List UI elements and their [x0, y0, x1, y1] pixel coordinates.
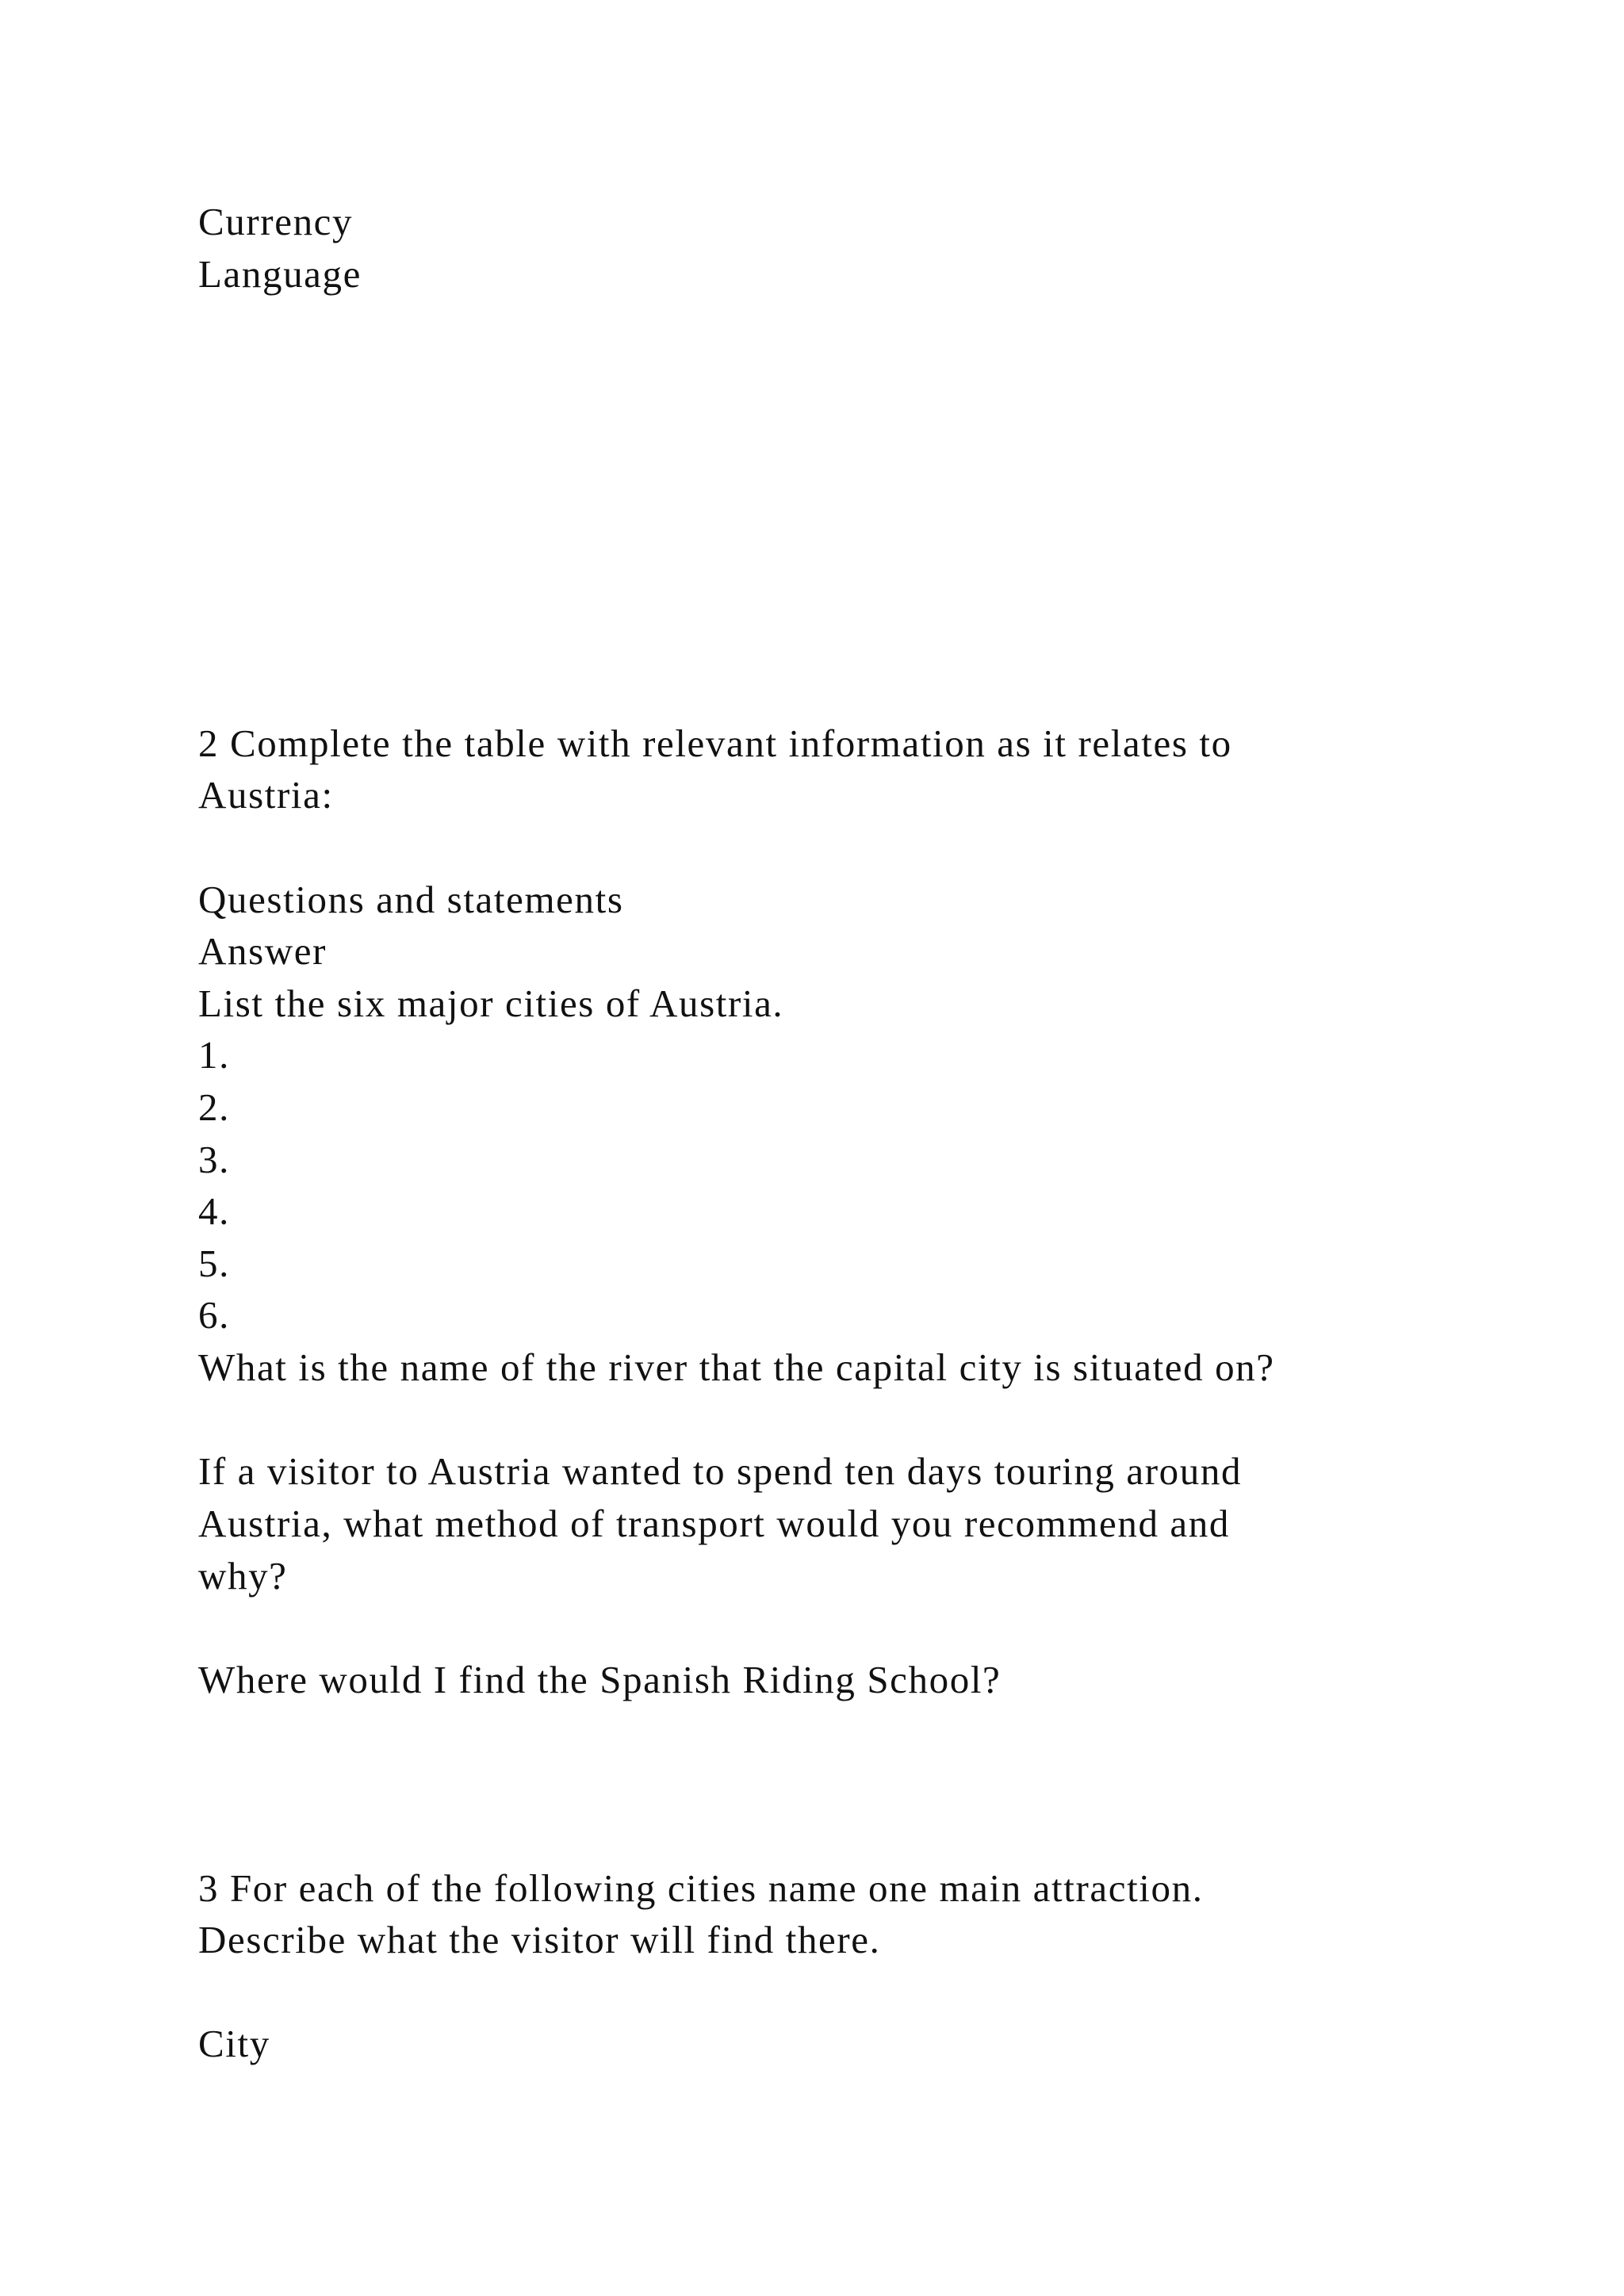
question-transport-line-3: why? — [198, 1554, 288, 1598]
question-3-instruction-line-1: 3 For each of the following cities name one main attraction. — [198, 1866, 1204, 1910]
question-3-instruction-line-2: Describe what the visitor will find there. — [198, 1918, 881, 1961]
question-2-instruction-line-1: 2 Complete the table with relevant information as it relates to — [198, 721, 1232, 765]
question-riding-school: Where would I find the Spanish Riding School? — [198, 1658, 1002, 1701]
table-header-city: City — [198, 2022, 270, 2065]
answer-number-5: 5. — [198, 1242, 230, 1285]
question-river: What is the name of the river that the capital city is situated on? — [198, 1345, 1275, 1389]
table-cell-language: Language — [198, 252, 362, 296]
answer-number-4: 4. — [198, 1189, 230, 1233]
answer-number-6: 6. — [198, 1293, 230, 1337]
question-transport-line-1: If a visitor to Austria wanted to spend ten days touring around — [198, 1449, 1243, 1493]
table-cell-currency: Currency — [198, 200, 354, 243]
table-header-questions: Questions and statements — [198, 878, 624, 921]
table-header-answer: Answer — [198, 929, 327, 973]
question-2-instruction-line-2: Austria: — [198, 773, 334, 817]
question-transport-line-2: Austria, what method of transport would you recommend and — [198, 1502, 1230, 1545]
answer-number-2: 2. — [198, 1085, 230, 1129]
answer-number-3: 3. — [198, 1138, 230, 1181]
question-list-cities: List the six major cities of Austria. — [198, 982, 784, 1025]
answer-number-1: 1. — [198, 1033, 230, 1077]
